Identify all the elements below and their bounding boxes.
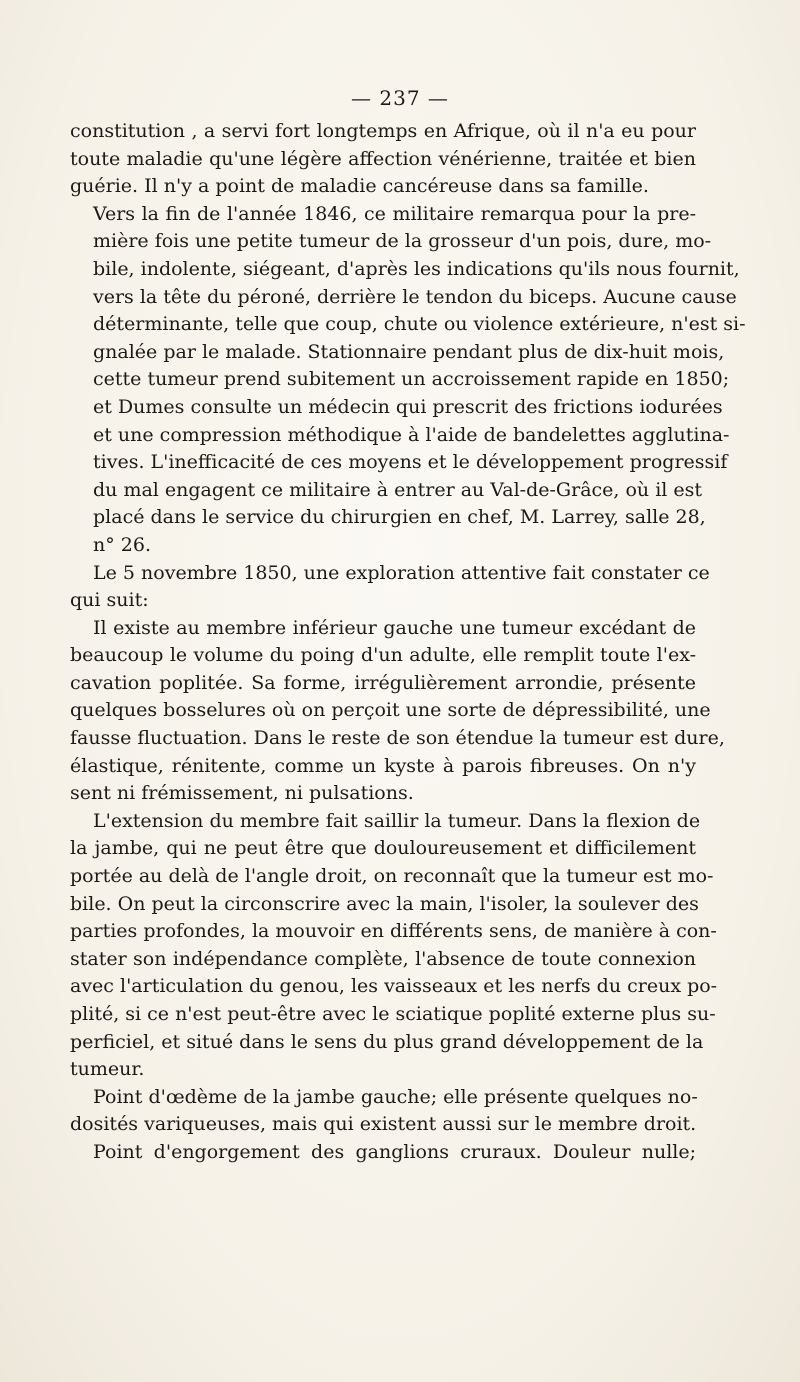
text-line: qui suit:	[70, 589, 149, 612]
text-line: cavation poplitée. Sa forme, irrégulièrement arrondie, présente	[70, 671, 696, 694]
text-line: fausse fluctuation. Dans le reste de son étendue la tumeur est dure,	[70, 727, 725, 750]
text-line: tumeur.	[70, 1058, 145, 1081]
paragraph-2	[70, 201, 746, 560]
text-line: la jambe, qui ne peut être que douloureusement et difficilement	[70, 837, 696, 860]
text-line: mière fois une petite tumeur de la grosseur d'un pois, dure, mo-	[93, 230, 712, 253]
text-line: constitution , a servi fort longtemps en Afrique, où il n'a eu pour	[70, 120, 696, 142]
body-text	[70, 118, 746, 1167]
text-line: déterminante, telle que coup, chute ou violence extérieure, n'est si-	[93, 313, 746, 336]
text-line: guérie. Il n'y a point de maladie cancéreuse dans sa famille.	[70, 175, 649, 198]
text-line: plité, si ce n'est peut-être avec le sciatique poplité externe plus su-	[70, 1003, 716, 1025]
text-line: et une compression méthodique à l'aide de bandelettes agglutina-	[93, 423, 730, 446]
text-line: n° 26.	[93, 533, 151, 556]
text-line: bile, indolente, siégeant, d'après les indications qu'ils nous fournit,	[93, 257, 740, 280]
paragraph-1	[70, 118, 696, 201]
paragraph-6	[70, 1084, 696, 1139]
text-line: Point d'engorgement des ganglions cruraux. Douleur nulle;	[93, 1140, 696, 1163]
text-line: beaucoup le volume du poing d'un adulte, elle remplit toute l'ex-	[70, 644, 696, 667]
text-line: quelques bosselures où on perçoit une sorte de dépressibilité, une	[70, 699, 711, 722]
text-line: avec l'articulation du genou, les vaisseaux et les nerfs du creux po-	[70, 975, 718, 998]
text-line: Vers la fin de l'année 1846, ce militaire remarqua pour la pre-	[93, 202, 696, 225]
text-line: gnalée par le malade. Stationnaire pendant plus de dix-huit mois,	[93, 340, 725, 363]
text-line: parties profondes, la mouvoir en différents sens, de manière à con-	[70, 920, 717, 943]
text-line: portée au delà de l'angle droit, on reconnaît que la tumeur est mo-	[70, 865, 714, 888]
text-line: Le 5 novembre 1850, une exploration attentive fait constater ce	[93, 561, 710, 584]
paragraph-4	[70, 615, 725, 808]
page-number: — 237 —	[351, 86, 449, 110]
paragraph-7	[70, 1139, 696, 1167]
text-line: Point d'œdème de la jambe gauche; elle présente quelques no-	[93, 1085, 698, 1108]
text-line: dosités variqueuses, mais qui existent aussi sur le membre droit.	[70, 1113, 697, 1136]
text-line: cette tumeur prend subitement un accroissement rapide en 1850;	[93, 368, 730, 391]
text-line: élastique, rénitente, comme un kyste à parois fibreuses. On n'y	[70, 754, 696, 777]
paragraph-5	[70, 808, 718, 1084]
text-line: du mal engagent ce militaire à entrer au Val-de-Grâce, où il est	[93, 478, 703, 501]
text-line: tives. L'inefficacité de ces moyens et le développement progressif	[93, 451, 728, 474]
text-line: toute maladie qu'une légère affection vénérienne, traitée et bien	[70, 147, 696, 170]
paragraph-3	[70, 560, 710, 615]
text-line: bile. On peut la circonscrire avec la main, l'isoler, la soulever des	[70, 892, 699, 915]
text-line: Il existe au membre inférieur gauche une tumeur excédant de	[93, 616, 696, 639]
text-line: sent ni frémissement, ni pulsations.	[70, 782, 414, 805]
text-line: perficiel, et situé dans le sens du plus grand développement de la	[70, 1030, 704, 1053]
text-line: stater son indépendance complète, l'absence de toute connexion	[70, 947, 696, 970]
text-line: L'extension du membre fait saillir la tumeur. Dans la flexion de	[93, 809, 701, 832]
text-line: vers la tête du péroné, derrière le tendon du biceps. Aucune cause	[93, 285, 737, 308]
text-line: et Dumes consulte un médecin qui prescrit des frictions iodurées	[93, 395, 723, 418]
text-line: placé dans le service du chirurgien en chef, M. Larrey, salle 28,	[93, 506, 706, 529]
